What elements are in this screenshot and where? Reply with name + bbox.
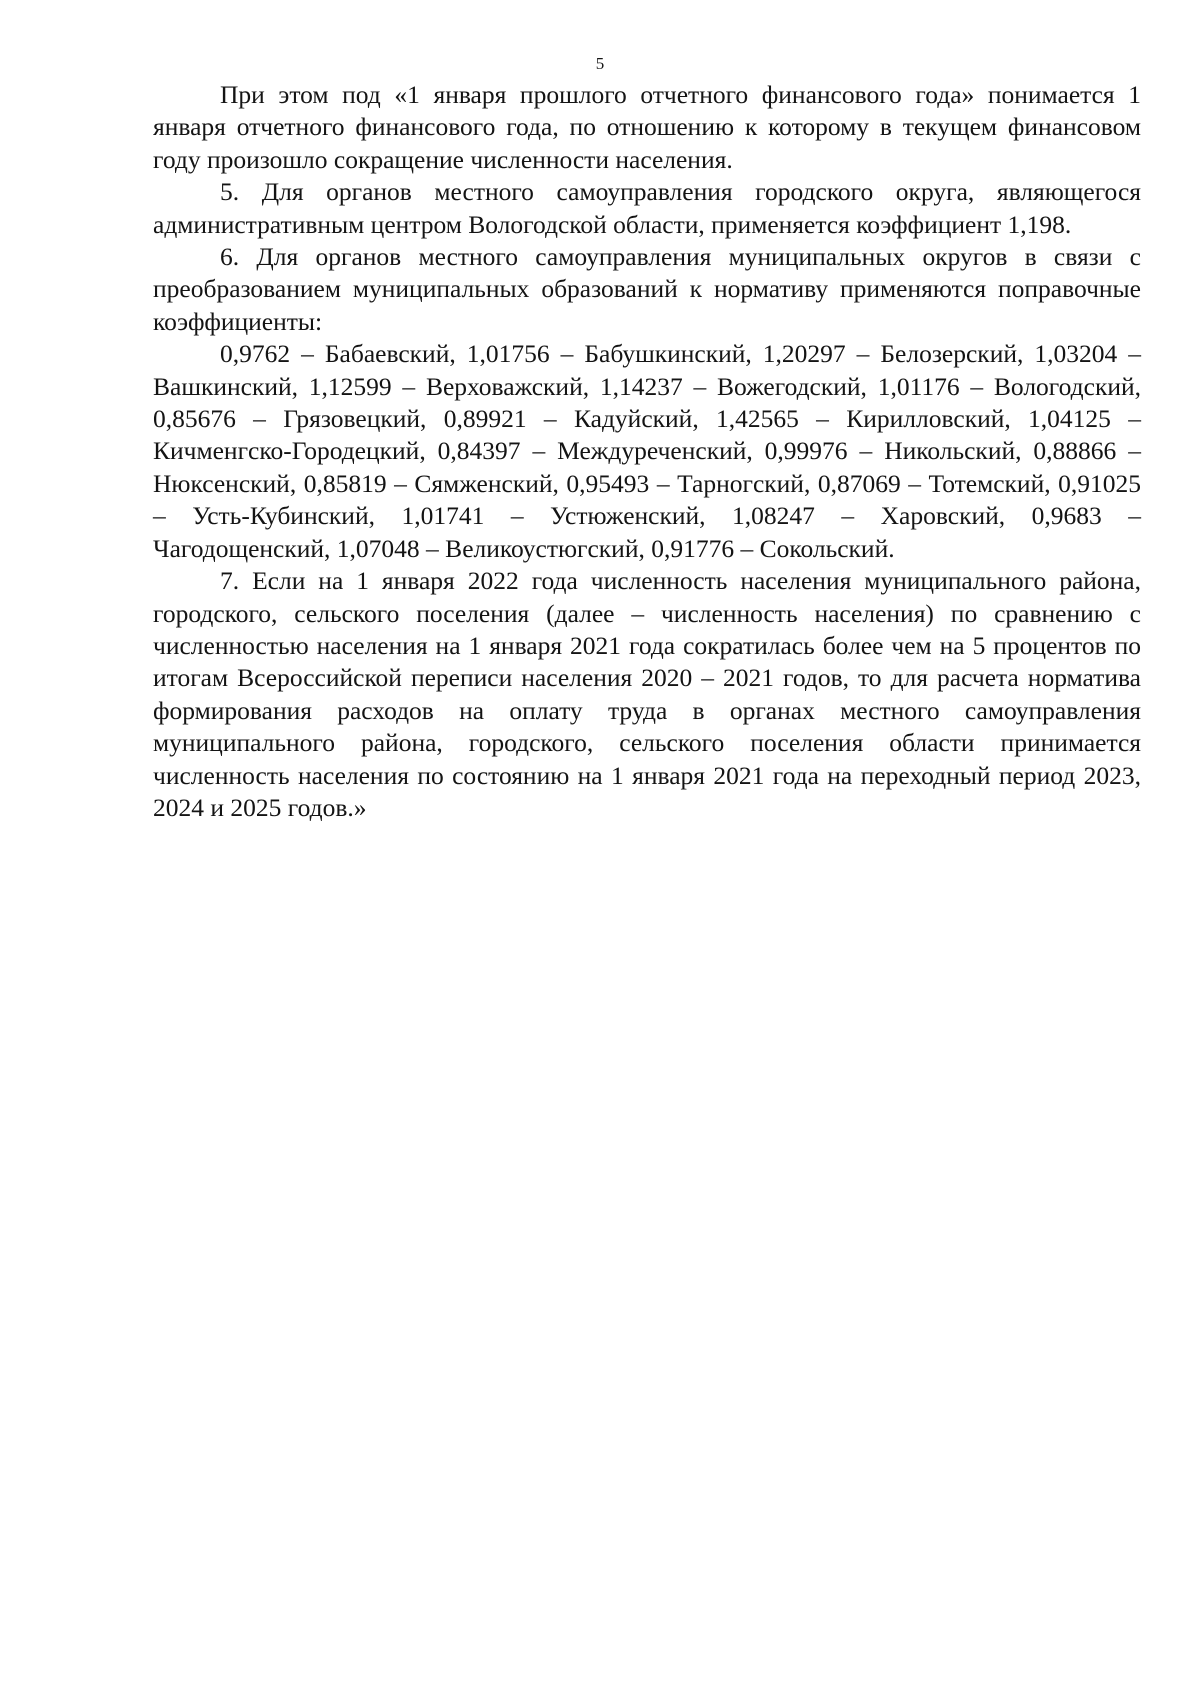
page-number: 5 (595, 54, 605, 73)
document-body (153, 79, 1141, 824)
paragraph-item-5: 5. Для органов местного самоуправления городского округа, являющегося административным центром Вологодской области, применяется коэффициент 1,198. (153, 177, 1141, 239)
paragraph-definition-note: При этом под «1 января прошлого отчетного финансового года» понимается 1 января отчетного финансового года, по отношению к которому в текущем финансовом году произошло сокращение численности населения. (153, 80, 1141, 174)
paragraph-item-7: 7. Если на 1 января 2022 года численность населения муниципального района, городского, сельского поселения (далее – численность населения) по сравнению с численностью населения на 1 января 2021 года сократилась более чем на 5 процентов по итогам Всероссийской переписи населения 2020 – 2021 годов, то для расчета норматива формирования расходов на оплату труда в органах местного самоуправления муниципального района, городского, сельского поселения области принимается численность населения по состоянию на 1 января 2021 года на переходный период 2023, 2024 и 2025 годов.» (153, 566, 1141, 822)
paragraph-coefficient-list: 0,9762 – Бабаевский, 1,01756 – Бабушкинский, 1,20297 – Белозерский, 1,03204 – Вашкинский, 1,12599 – Верховажский, 1,14237 – Вожегодский, 1,01176 – Вологодский, 0,85676 – Грязовецкий, 0,89921 – Кадуйский, 1,42565 – Кирилловский, 1,04125 – Кичменгско-Городецкий, 0,84397 – Междуреченский, 0,99976 – Никольский, 0,88866 – Нюксенский, 0,85819 – Сямженский, 0,95493 – Тарногский, 0,87069 – Тотемский, 0,91025 – Усть-Кубинский, 1,01741 – Устюженский, 1,08247 – Харовский, 0,9683 – Чагодощенский, 1,07048 – Великоустюгский, 0,91776 – Сокольский. (153, 339, 1141, 563)
paragraph-item-6: 6. Для органов местного самоуправления муниципальных округов в связи с преобразованием муниципальных образований к нормативу применяются поправочные коэффициенты: (153, 242, 1141, 336)
